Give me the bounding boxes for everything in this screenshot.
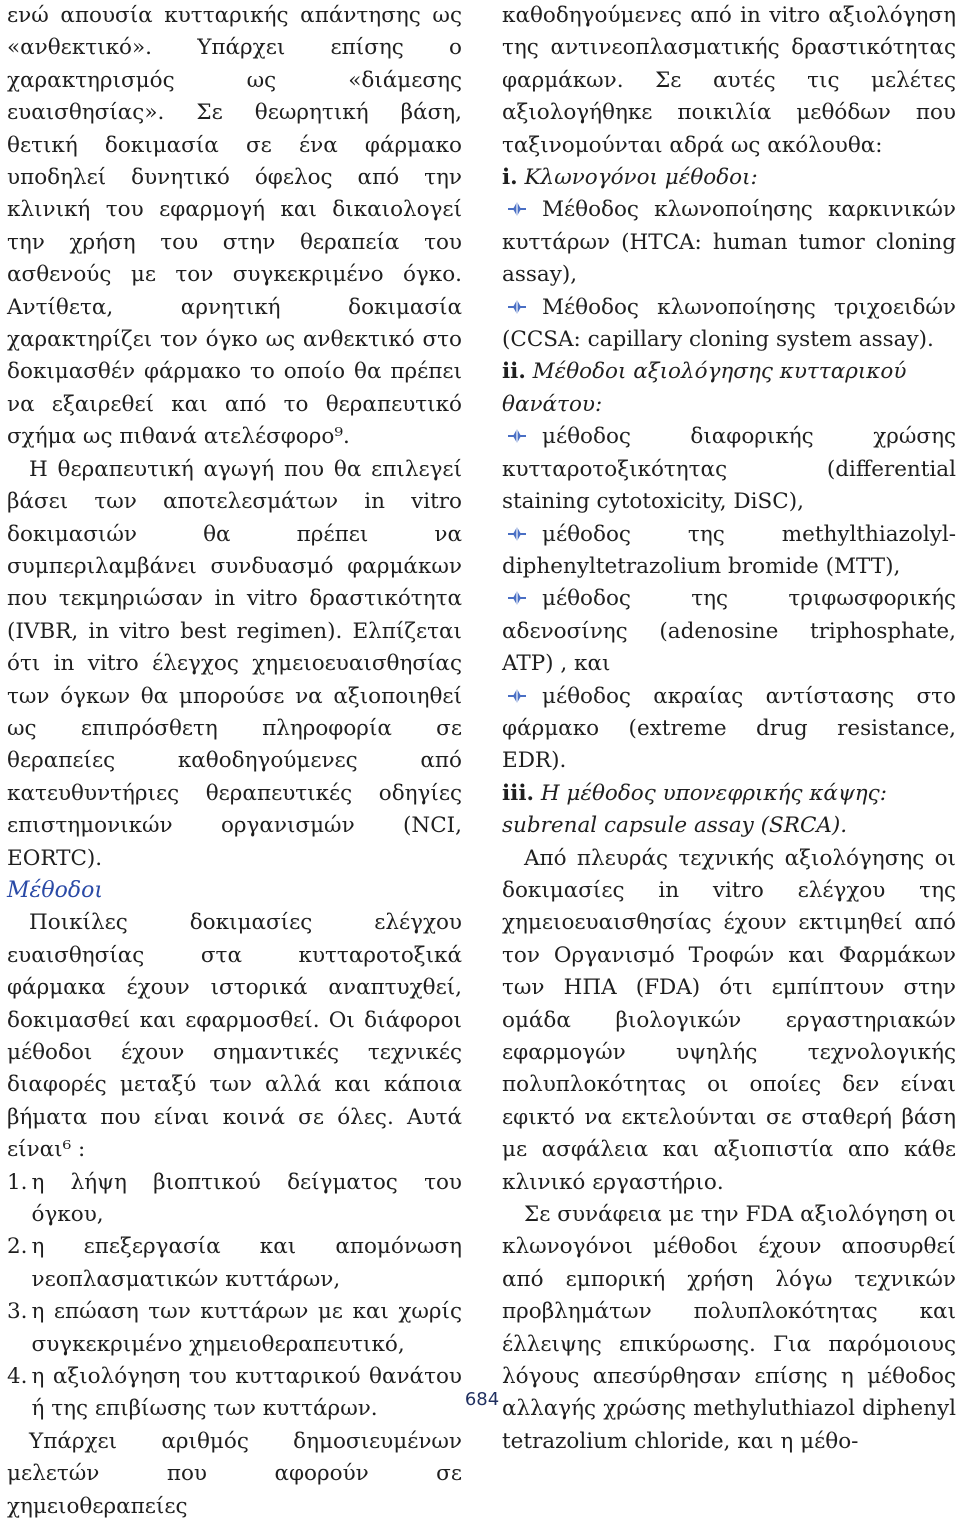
bullet-item (502, 421, 956, 518)
left-paragraph-4: Υπάρχει αριθμός δημοσιευμένων μελετών που αφορούν σε χημειοθεραπείες (7, 1428, 462, 1519)
method-group-title: Η μέθοδος υπονεφρικής κάψης: subrenal capsule assay (SRCA). (502, 780, 887, 839)
left-paragraph-1: ενώ απουσία κυτταρικής απάντησης ως «ανθεκτικό». Υπάρχει επίσης ο χαρακτηρισμός ως «διάμεσης ευαισθησίας». Σε θεωρητική βάση, θετική δοκιμασία σε ένα φάρμακο υποδηλεί δυνητικό όφελος από την κλινική του εφαρμογή και δικαιολογεί την χρήση του στην θεραπεία του ασθενούς με τον συγκεκριμένο όγκο. Αντίθετα, αρνητική δοκιμασία χαρακτηρίζει τον όγκο ως ανθεκτικό στο δοκιμασθέν φάρμακο το οποίο θα πρέπει να εξαιρεθεί και από το θεραπευτικό σχήμα ως πιθανά ατελέσφορο⁹. (7, 3, 462, 450)
diamond-cross-bullet-icon (506, 590, 528, 606)
bullet-item (502, 194, 956, 291)
list-item-number: 3. (7, 1299, 28, 1325)
list-item-text: η αξιολόγηση του κυτταρικού θανάτου ή της επιβίωσης των κυττάρων. (31, 1364, 462, 1422)
method-group-title: Μέθοδοι αξιολόγησης κυτταρικού θανάτου: (502, 359, 907, 417)
method-group-title: Κλωνογόνοι μέθοδοι: (524, 165, 758, 191)
diamond-cross-bullet-icon (506, 428, 528, 444)
method-group-clonogenic (502, 162, 956, 356)
right-paragraph-3: Σε συνάφεια με την FDA αξιολόγηση οι κλωνογόνοι μέθοδοι έχουν αποσυρθεί από εμπορική χρήση λόγω τεχνικών προβλημάτων πολυπλοκότητας και έλλειψης επικύρωσης. Για παρόμοιους λόγους απεσύρθησαν επίσης η μέθοδος αλλαγής χρώσης methyluthiazol diphenyl tetrazolium chloride, και η μέθο- (502, 1202, 956, 1454)
list-item-text: η λήψη βιοπτικού δείγματος του όγκου, (31, 1169, 462, 1228)
diamond-cross-bullet-icon (506, 201, 528, 217)
bullet-item (502, 292, 956, 357)
left-paragraph-3: Ποικίλες δοκιμασίες ελέγχου ευαισθησίας στα κυτταροτοξικά φάρμακα έχουν ιστορικά αναπτυχθεί, δοκιμασθεί και εφαρμοσθεί. Οι διάφοροι μέθοδοι έχουν σημαντικές τεχνικές διαφορές μεταξύ των αλλά και κάποια βήματα που είναι κοινά σε όλες. Αυτά είναι⁶ : (7, 910, 462, 1163)
section-heading-methods: Μέθοδοι (7, 877, 103, 903)
right-paragraph-1: καθοδηγούμενες από in vitro αξιολόγηση της αντινεοπλασματικής δραστικότητας φαρμάκων. Σε αυτές τις μελέτες αξιολογήθηκε ποικιλία μεθόδων που ταξινομούνται αδρά ως ακόλουθα: (502, 3, 956, 158)
bullet-item-text: μέθοδος διαφορικής χρώσης κυτταροτοξικότητας (differential staining cytotoxicity, DiSC), (502, 424, 956, 515)
right-paragraph-2: Από πλευράς τεχνικής αξιολόγησης οι δοκιμασίες in vitro ελέγχου της χημειοευαισθησίας έχουν εκτιμηθεί από τον Οργανισμό Τροφών και Φαρμάκων των ΗΠΑ (FDA) ότι εμπίπτουν στην ομάδα βιολογικών εργαστηριακών εφαρμογών υψηλής τεχνολογικής πολυπλοκότητας οι οποίες δεν είναι εφικτό να εκτελούνται σε σταθερή βάση με ασφάλεια και αξιοπιστία απο κάθε κλινικό εργαστήριο. (502, 845, 956, 1195)
left-column (7, 0, 462, 1523)
list-item-text: η επεξεργασία και απομόνωση νεοπλασματικών κυττάρων, (31, 1234, 462, 1292)
roman-numeral: ii. (502, 359, 526, 385)
roman-numeral: i. (502, 165, 518, 191)
list-item-number: 4. (7, 1364, 28, 1390)
method-group-header (502, 778, 956, 843)
diamond-cross-bullet-icon (506, 526, 528, 542)
bullet-item (502, 681, 956, 778)
list-item (7, 1361, 462, 1426)
steps-list (7, 1167, 462, 1426)
diamond-cross-bullet-icon (506, 299, 528, 315)
bullet-item-text: μέθοδος ακραίας αντίστασης στο φάρμακο (extreme drug resistance, EDR). (502, 683, 956, 774)
roman-numeral: iii. (502, 780, 534, 806)
right-column (502, 0, 956, 1458)
bullet-item (502, 583, 956, 680)
method-group-header (502, 356, 956, 421)
list-item (7, 1167, 462, 1232)
bullet-item-text: Μέθοδος κλωνοποίησης τριχοειδών (CCSA: capillary cloning system assay). (502, 294, 956, 353)
method-group-cell-death (502, 356, 956, 777)
list-item-number: 2. (7, 1234, 28, 1260)
list-item (7, 1231, 462, 1296)
method-group-header (502, 162, 956, 194)
diamond-cross-bullet-icon (506, 688, 528, 704)
list-item (7, 1296, 462, 1361)
bullet-item-text: Μέθοδος κλωνοποίησης καρκινικών κυττάρων (HTCA: human tumor cloning assay), (502, 197, 956, 288)
page-number: 684 (464, 1389, 500, 1410)
list-item-text: η επώαση των κυττάρων με και χωρίς συγκεκριμένο χημειοθεραπευτικό, (31, 1299, 462, 1357)
bullet-item (502, 519, 956, 584)
list-item-number: 1. (7, 1169, 28, 1195)
left-paragraph-2: Η θεραπευτική αγωγή που θα επιλεγεί βάσει των αποτελεσμάτων in vitro δοκιμασιών θα πρέπει να συμπεριλαμβάνει συνδυασμό φαρμάκων που τεκμηριώσαν in vitro δραστικότητα (IVBR, in vitro best regimen). Ελπίζεται ότι in vitro έλεγχος χημειοευαισθησίας των όγκων θα μπορούσε να αξιοποιηθεί ως επιπρόσθετη πληροφορία σε θεραπείες καθοδηγούμενες από κατευθυντήριες θεραπευτικές οδηγίες επιστημονικών οργανισμών (NCI, EORTC). (7, 456, 462, 871)
bullet-item-text: μέθοδος της τριφωσφορικής αδενοσίνης (adenosine triphosphate, ATP) , και (502, 586, 956, 677)
method-group-subrenal (502, 778, 956, 843)
bullet-item-text: μέθοδος της methylthiazolyl-diphenyltetrazolium bromide (MTT), (502, 521, 956, 579)
